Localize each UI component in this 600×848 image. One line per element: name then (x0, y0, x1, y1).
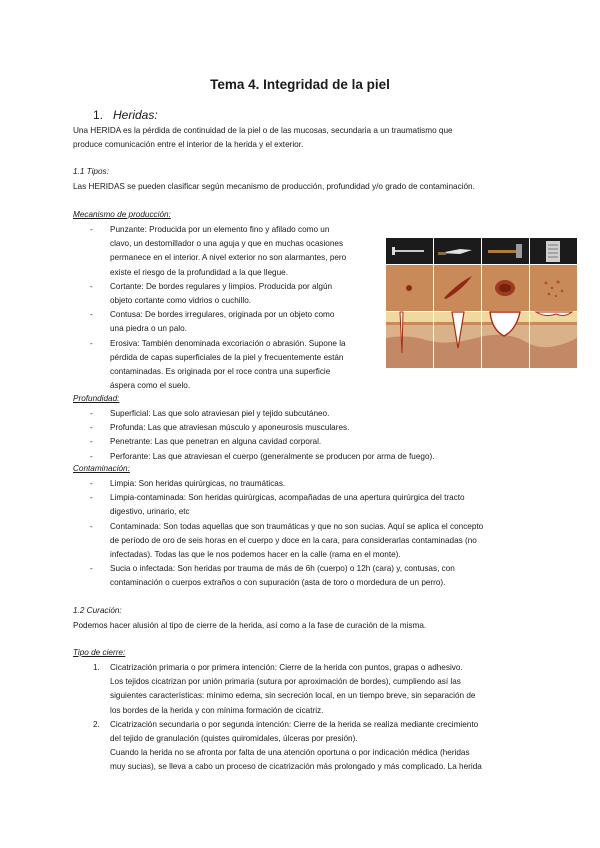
section-number: 1. (93, 108, 104, 122)
list-item: - Sucia o infectada: Son heridas por trauma de más de 6h (cuerpo) o 12h (cara) y, contusas, con contaminación o cuerpos extraños o con supuración (asta de toro o mordedura de un perro). (90, 564, 455, 588)
list-item: - Penetrante: Las que penetran en alguna cavidad corporal. (90, 437, 322, 447)
list-item: - Profunda: Las que atraviesan músculo y aponeurosis musculares. (90, 423, 350, 433)
list-item: - Superficial: Las que solo atraviesan piel y tejido subcutáneo. (90, 409, 330, 418)
list-item: 2. Cicatrización secundaria o por segunda intención: Cierre de la herida se realiza mediante crecimiento del tejido de granulación (quistes quiromidales, úlceras por presión). Cuando la herida no se afronta por falta de una atención oportuna o por indicación médica (heridas muy sucias), se lleva a cabo un proceso de cicatrización más prolongado y más complicado. La herida (93, 719, 482, 772)
heridas-definition (73, 124, 453, 152)
text-line: produce comunicación entre el interior de la herida y el exterior. (73, 140, 304, 150)
list-item: - Contaminada: Son todas aquellas que son traumáticas y que no son sucias. Aquí se aplica el concepto de período de oro de seis horas en el cuerpo y doce en la cara, para considerarlas contaminadas (no infectadas). Todas las que le nos podemos hacer en la calle (rama en el monte). (90, 521, 484, 560)
section-title: Heridas: (113, 108, 158, 122)
curacion-heading: 1.2 Curación: (73, 606, 122, 615)
text-line: Una HERIDA es la pérdida de continuidad de la piel o de las mucosas, secundaria a un traumatismo que (73, 126, 453, 135)
wound-types-illustration (386, 238, 577, 368)
list-item: - Punzante: Producida por un elemento fino y afilado como un clavo, un destornillador o una aguja y que en muchas ocasiones permanece en el interior. A nivel exterior no son alarmantes, pero existe el riesgo de la profundidad a la que llegue. (90, 225, 347, 277)
contaminacion-list (90, 477, 580, 591)
list-item: - Cortante: De bordes regulares y limpios. Producida por algún objeto cortante como vidrios o cuchillo. (90, 281, 333, 306)
cierre-heading: Tipo de cierre: (73, 648, 126, 657)
tipos-intro: Las HERIDAS se pueden clasificar según mecanismo de producción, profundidad y/o grado de contaminación. (73, 182, 475, 191)
curacion-intro: Podemos hacer alusión al tipo de cierre de la herida, así como a la fase de curación de la misma. (73, 621, 427, 630)
mecanismo-heading: Mecanismo de producción: (73, 210, 171, 219)
tipos-heading: 1.1 Tipos: (73, 167, 109, 176)
cierre-list (93, 661, 585, 775)
list-item: - Perforante: Las que atraviesan el cuerpo (generalmente se producen por arma de fuego). (90, 451, 435, 461)
list-item: - Limpia-contaminada: Son heridas quirúrgicas, acompañadas de una apertura quirúrgica del tracto digestivo, urinario, etc (90, 493, 465, 517)
list-item: 1. Cicatrización primaria o por primera intención: Cierre de la herida con puntos, grapas o adhesivo. Los tejidos cicatrizan por unión primaria (sutura por aproximación de bordes), cumpliendo así las siguientes características: mínimo edema, sin secreción local, en un tiempo breve, sin separación de los bordes de la herida y con mínima formación de cicatriz. (93, 663, 476, 715)
grater-icon (546, 241, 560, 262)
profundidad-list (90, 407, 570, 464)
list-item: - Limpia: Son heridas quirúrgicas, no traumáticas. (90, 479, 286, 488)
contaminacion-heading: Contaminación: (73, 464, 130, 473)
list-item: - Erosiva: También denominada excoriación o abrasión. Supone la pérdida de capas superficiales de la piel y frecuentemente están contaminadas. Es originada por el roce contra una superficie áspera como el suelo. (90, 338, 346, 391)
profundidad-heading: Profundidad: (73, 394, 120, 403)
list-item: - Contusa: De bordes irregulares, originada por un objeto como una piedra o un palo. (90, 310, 335, 334)
page-title: Tema 4. Integridad de la piel (210, 77, 390, 92)
section-heading-heridas (93, 108, 158, 122)
cross-section-row (386, 312, 577, 368)
mecanismo-list (90, 223, 385, 393)
